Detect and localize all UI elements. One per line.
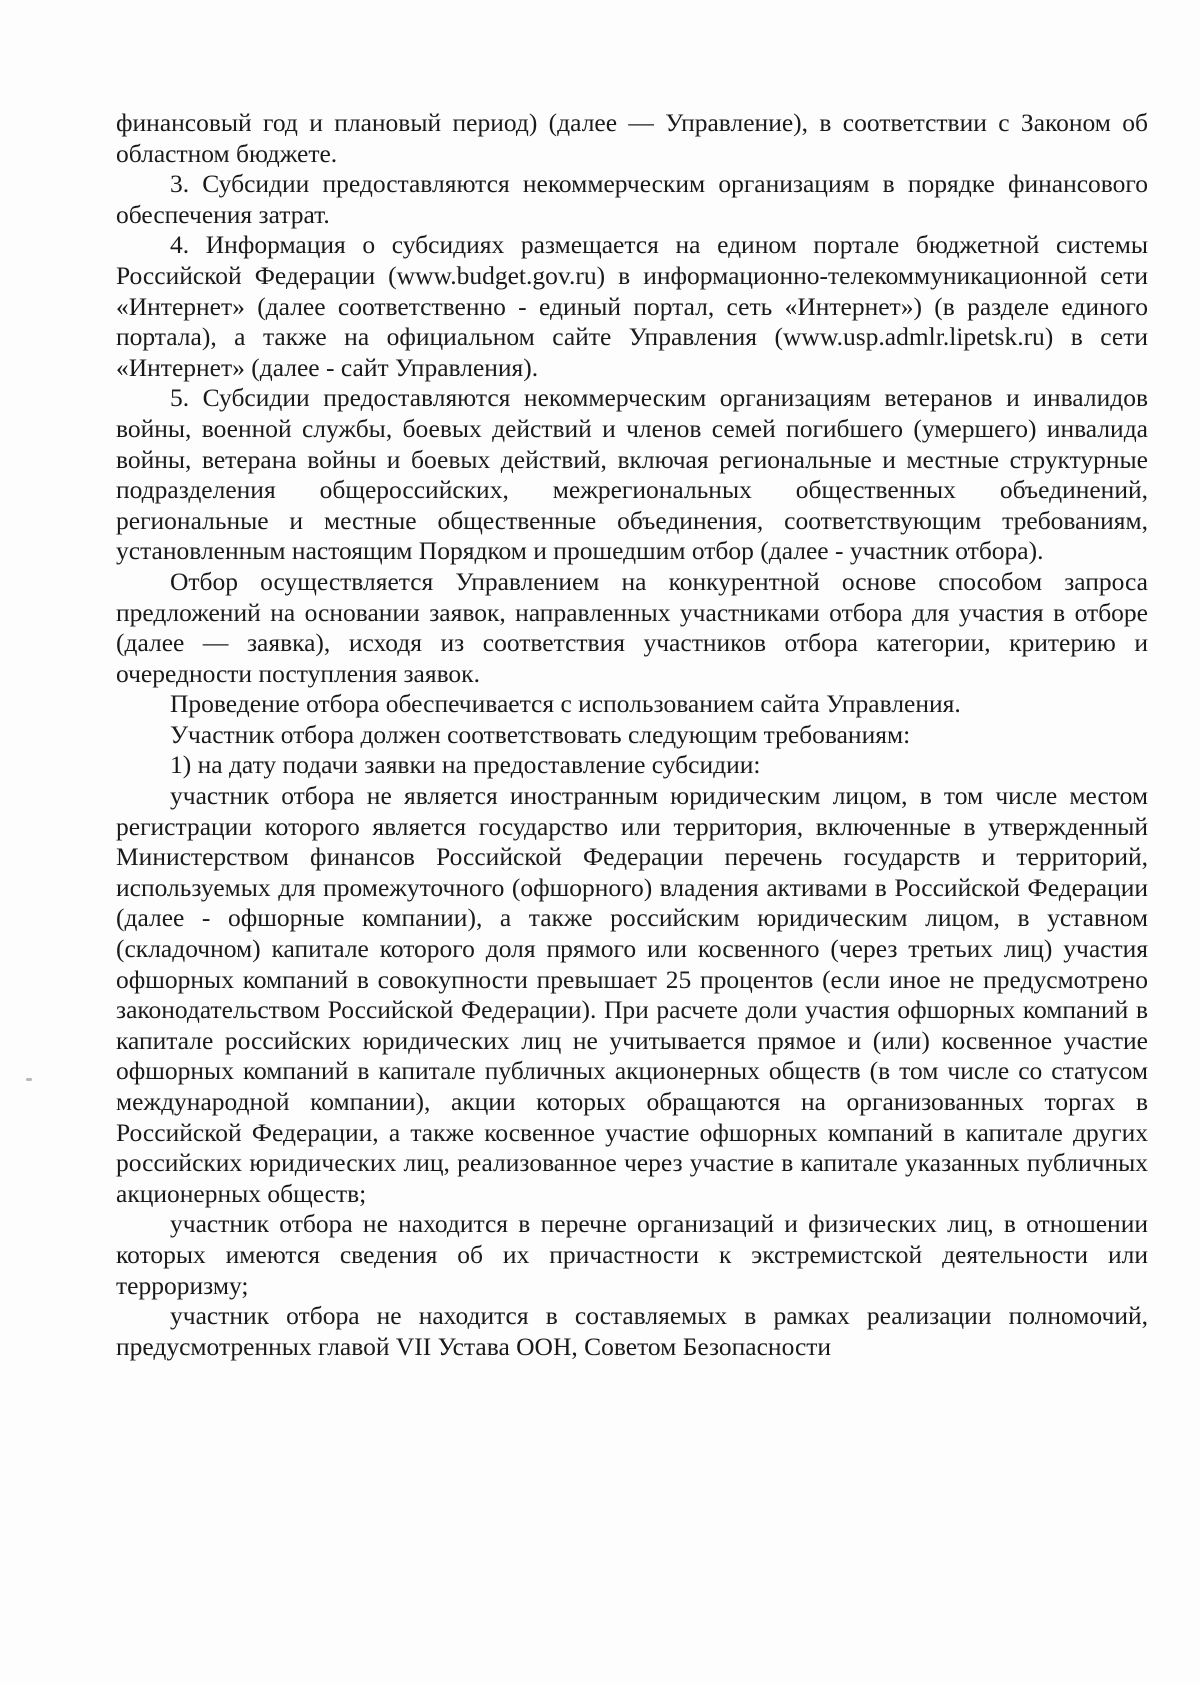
paragraph-offshore: участник отбора не является иностранным юридическим лицом, в том числе местом регистрации которого является государство или территория, включенные в утвержденный Министерством финансов Российской Федерации перечень государств и территорий, используемых для промежуточного (офшорного) владения активами в Российской Федерации (далее - офшорные компании), а также российским юридическим лицом, в уставном (складочном) капитале которого доля прямого или косвенного (через третьих лиц) участия офшорных компаний в совокупности превышает 25 процентов (если иное не предусмотрено законодательством Российской Федерации). При расчете доли участия офшорных компаний в капитале российских юридических лиц не учитывается прямое и (или) косвенное участие офшорных компаний в капитале публичных акционерных обществ (в том числе со статусом международной компании), акции которых обращаются на организованных торгах в Российской Федерации, а также косвенное участие офшорных компаний в капитале других российских юридических лиц, реализованное через участие в капитале указанных публичных акционерных обществ;	[116, 781, 1148, 1208]
paragraph-requirement-1: 1) на дату подачи заявки на предоставление субсидии:	[170, 750, 761, 780]
document-body	[116, 108, 1148, 1362]
paragraph-continuation: финансовый год и плановый период) (далее — Управление), в соответствии с Законом об областном бюджете.	[116, 108, 1148, 168]
scan-speck	[26, 1078, 32, 1081]
paragraph-requirements-intro: Участник отбора должен соответствовать следующим требованиям:	[170, 719, 911, 749]
paragraph-selection: Отбор осуществляется Управлением на конкурентной основе способом запроса предложений на основании заявок, направленных участниками отбора для участия в отборе (далее — заявка), исходя из соответствия участников отбора категории, критерию и очередности поступления заявок.	[116, 566, 1148, 688]
paragraph-selection-site: Проведение отбора обеспечивается с использованием сайта Управления.	[170, 689, 961, 719]
paragraph-un-lists: участник отбора не находится в составляемых в рамках реализации полномочий, предусмотренных главой VII Устава ООН, Советом Безопасности	[116, 1301, 1148, 1361]
paragraph-item-3: 3. Субсидии предоставляются некоммерческим организациям в порядке финансового обеспечения затрат.	[116, 169, 1148, 229]
paragraph-item-5: 5. Субсидии предоставляются некоммерческим организациям ветеранов и инвалидов войны, военной службы, боевых действий и членов семей погибшего (умершего) инвалида войны, ветерана войны и боевых действий, включая региональные и местные структурные подразделения общероссийских, межрегиональных общественных объединений, региональные и местные общественные объединения, соответствующим требованиям, установленным настоящим Порядком и прошедшим отбор (далее - участник отбора).	[116, 383, 1148, 566]
paragraph-extremism: участник отбора не находится в перечне организаций и физических лиц, в отношении которых имеются сведения об их причастности к экстремистской деятельности или терроризму;	[116, 1209, 1148, 1300]
paragraph-item-4: 4. Информация о субсидиях размещается на едином портале бюджетной системы Российской Федерации (www.budget.gov.ru) в информационно-телекоммуникационной сети «Интернет» (далее соответственно - единый портал, сеть «Интернет») (в разделе единого портала), а также на официальном сайте Управления (www.usp.admlr.lipetsk.ru) в сети «Интернет» (далее - сайт Управления).	[116, 230, 1148, 382]
